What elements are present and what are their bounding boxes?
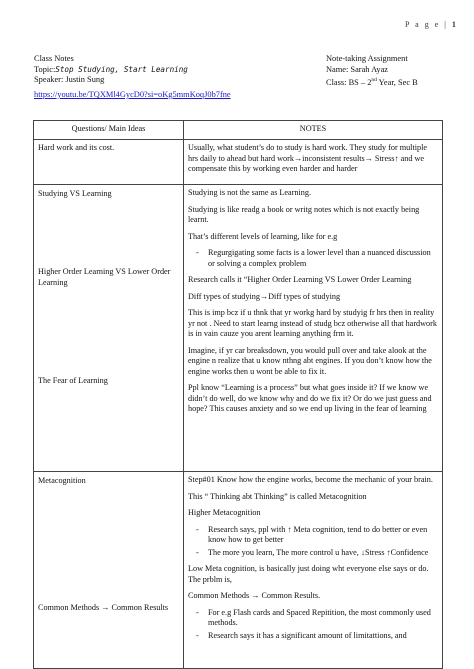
page-number: P a g e | 1 xyxy=(405,20,456,29)
question-fear-of-learning: The Fear of Learning xyxy=(38,376,108,385)
speaker-line: Speaker: Justin Sung xyxy=(34,75,105,84)
question-cell xyxy=(34,185,184,472)
question-studying-vs-learning: Studying VS Learning xyxy=(38,189,112,198)
note-paragraph: Research calls it “Higher Order Learning VS Lower Order Learning xyxy=(188,275,412,284)
note-bullet: - Regurgigating some facts is a lower level than a nuanced discussion or solving a complex problem xyxy=(208,248,438,269)
question-higher-order: Higher Order Learning VS Lower Order Learning xyxy=(38,267,171,287)
video-link[interactable]: https://youtu.be/TQXMl4GycD0?si=oKg5mmKoqJ0b7fne xyxy=(34,90,231,99)
note-paragraph: Common Methods → Common Results. xyxy=(188,591,321,600)
question-cell xyxy=(34,472,184,669)
note-bullet: - For e.g Flash cards and Spaced Repitition, the most commonly used methods. xyxy=(208,608,438,629)
notes-cell xyxy=(184,185,443,472)
table-header-row xyxy=(34,121,443,140)
note-paragraph: That’s different levels of learning, like for e.g xyxy=(188,231,338,241)
table-row xyxy=(34,140,443,185)
topic-title: Stop Studying, Start Learning xyxy=(55,64,188,74)
notes-header: NOTES xyxy=(184,121,443,140)
note-paragraph: Higher Metacognition xyxy=(188,508,261,517)
note-bullet: - Research says it has a significant amount of limitattions, and xyxy=(208,631,438,642)
note-paragraph: Studying is not the same as Learning. xyxy=(188,188,312,197)
notes-table xyxy=(33,120,443,669)
notes-cell: Usually, what student’s do to study is hard work. They study for multiple hrs daily to ahead but hard work→inconsistent results→ Stress↑ and we compensate this by working even harder and harder xyxy=(184,140,443,185)
header-right xyxy=(326,54,418,88)
question-common-methods: Common Methods → Common Results xyxy=(38,603,169,612)
class-info: Class: BS – 2nd Year, Sec B xyxy=(326,77,418,87)
table-row xyxy=(34,185,443,472)
notes-cell xyxy=(184,472,443,669)
note-paragraph: Studying is like readg a book or writg notes which is not exactly being learnt. xyxy=(188,204,420,224)
topic-line: Topic:Stop Studying, Start Learning xyxy=(34,64,188,74)
class-notes-label: Class Notes xyxy=(34,54,74,63)
question-metacognition: Metacognition xyxy=(38,476,86,485)
note-paragraph: Diff types of studying→Diff types of studying xyxy=(188,291,341,301)
note-list xyxy=(188,525,438,559)
student-name: Name: Sarah Ayaz xyxy=(326,64,389,74)
note-paragraph: Low Meta cognition, is basically just doing wht everyone else says or do. The prblm is, xyxy=(188,564,429,584)
table-row xyxy=(34,472,443,669)
question-cell: Hard work and its cost. xyxy=(34,140,184,185)
note-paragraph: Ppl know “Learning is a process” but what goes inside it? If we know we didn’t do well, do we know why and do we fix it? Or do we just guess and hope? This causes anxiety and so we end up living in the fear of learning xyxy=(188,383,432,413)
note-paragraph: Step#01 Know how the engine works, become the mechanic of your brain. xyxy=(188,475,433,484)
note-paragraph: Imagine, if yr car breaksdown, you would pull over and take alook at the engine n realize that u know nthng abt engines. If you don’t know how the engine works then u wont be able to fix it. xyxy=(188,345,432,376)
note-paragraph: This “ Thinking abt Thinking” is called Metacognition xyxy=(188,491,367,501)
questions-header: Questions/ Main Ideas xyxy=(34,121,184,140)
note-list xyxy=(188,248,438,269)
header-left xyxy=(34,54,188,86)
note-bullet: - Research says, ppl with ↑ Meta cognition, tend to do better or even know how to get better xyxy=(208,525,438,546)
note-paragraph: This is imp bcz if u thnk that yr workg hard by studyig fr hrs then in reality yr not . Need to start learng instead of studg bcz otherwise all that hardwork is in vain cauze you arent learning anything frm it. xyxy=(188,308,437,338)
note-bullet: - The more you learn, The more control u have, ↓Stress ↑Confidence xyxy=(208,548,438,559)
assignment-label: Note-taking Assignment xyxy=(326,54,408,63)
note-list xyxy=(188,608,438,642)
